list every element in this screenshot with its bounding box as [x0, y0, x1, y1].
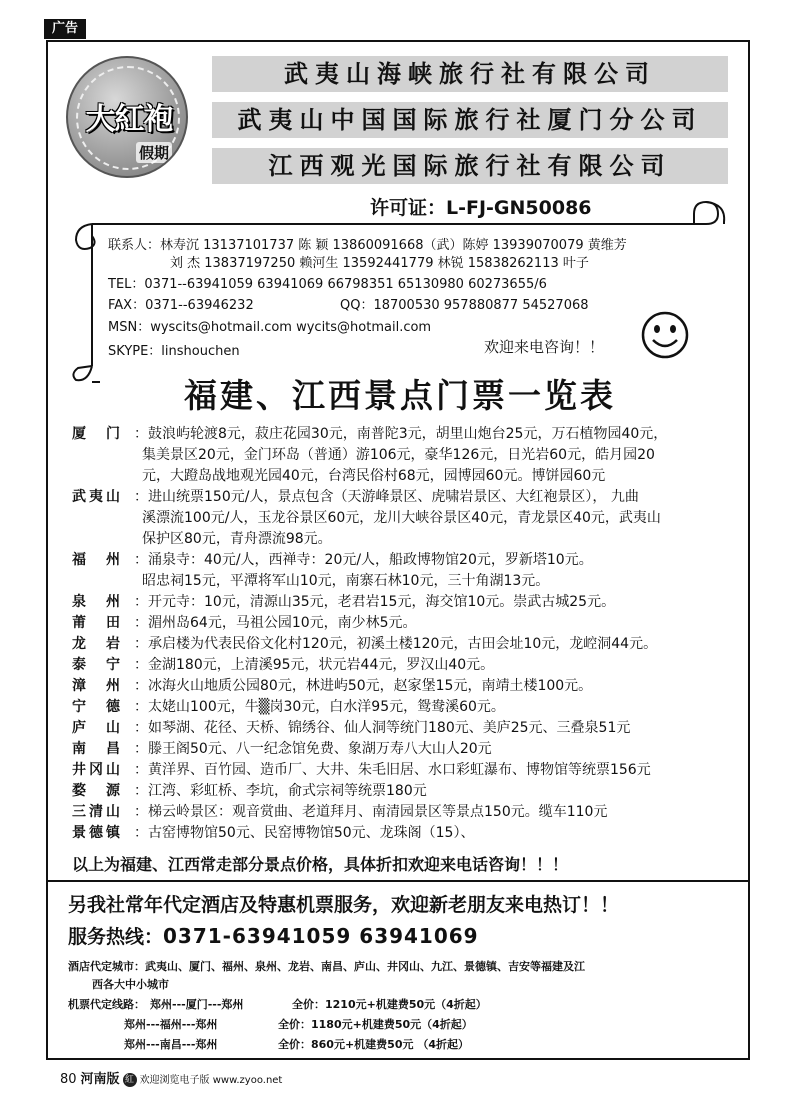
attraction-city — [72, 802, 134, 823]
attraction-city — [72, 424, 134, 487]
attraction-city — [72, 655, 134, 676]
attraction-city-label: 庐山 — [72, 720, 120, 736]
attraction-city-label: 莆田 — [72, 615, 120, 631]
attraction-price-line: 溪漂流100元/人，玉龙谷景区60元，龙川大峡谷景区40元，青龙景区40元，武夷山 — [142, 510, 661, 526]
contact-line-2: 刘 杰 13837197250 赖河生 13592441779 林锐 15838262113 叶子 — [170, 256, 589, 271]
attraction-prices — [134, 634, 742, 655]
attraction-price-line: ：滕王阁50元、八一纪念馆免费、象湖万寿八大山人20元 — [134, 741, 492, 757]
attraction-city — [72, 487, 134, 550]
attraction-city-label: 福州 — [72, 552, 120, 568]
site-link[interactable]: 欢迎浏览电子版 www.zyoo.net — [139, 1075, 283, 1086]
hotel-cities-line-2: 西各大中小城市 — [92, 978, 169, 991]
logo-subtitle: 假期 — [136, 142, 172, 163]
ticket-route-3: 郑州---南昌---郑州 — [124, 1038, 218, 1051]
attraction-entry — [72, 823, 742, 844]
attraction-entry — [72, 781, 742, 802]
attraction-prices — [134, 781, 742, 802]
edition-label: 河南版 — [80, 1072, 120, 1087]
hotline-number: 0371-63941059 63941069 — [163, 924, 479, 948]
ticket-route-1: 郑州---厦门---郑州 — [150, 998, 244, 1011]
license-number: 许可证：L-FJ-GN50086 — [370, 197, 592, 219]
attraction-city-label: 井冈山 — [72, 762, 120, 778]
attraction-city — [72, 739, 134, 760]
attraction-city — [72, 760, 134, 781]
attraction-prices — [134, 823, 742, 844]
attraction-price-line: ：江湾、彩虹桥、李坑，俞式宗祠等统票180元 — [134, 783, 427, 799]
attraction-entry — [72, 718, 742, 739]
attraction-price-line: 昭忠祠15元，平潭将军山10元，南寨石林10元，三十角湖13元。 — [142, 573, 550, 589]
brand-logo — [66, 56, 188, 178]
attraction-city-label: 景德镇 — [72, 825, 120, 841]
company-name-1: 武夷山海峡旅行社有限公司 — [212, 56, 728, 92]
service-hotline — [68, 922, 479, 949]
contact-line-1: 联系人：林寿沉 13137101737 陈 颖 13860091668（武）陈婷 13939070079 黄维芳 — [108, 238, 627, 253]
hotel-cities — [68, 958, 738, 994]
attraction-price-line: ：承启楼为代表民俗文化村120元，初溪土楼120元，古田会址10元，龙崆洞44元。 — [134, 636, 658, 652]
contact-qq: QQ：18700530 957880877 54527068 — [340, 298, 589, 313]
attraction-entry — [72, 739, 742, 760]
attraction-price-line: ：湄州岛64元，马祖公园10元，南少林5元。 — [134, 615, 417, 631]
attraction-entry — [72, 655, 742, 676]
edition-badge-icon: 紅 — [123, 1073, 137, 1087]
section-divider — [46, 880, 750, 882]
smiley-icon — [640, 310, 690, 360]
ticket-route-2: 郑州---福州---郑州 — [124, 1018, 218, 1031]
attraction-city — [72, 634, 134, 655]
attraction-prices — [134, 487, 742, 550]
attraction-price-line: 集美景区20元，金门环岛（普通）游106元，豪华126元，日光岩60元，皓月园20 — [142, 447, 655, 463]
attraction-prices — [134, 613, 742, 634]
page-title: 福建、江西景点门票一览表 — [184, 376, 616, 415]
attraction-entry — [72, 487, 742, 550]
contact-tel: TEL：0371--63941059 63941069 66798351 65130980 60273655/6 — [108, 277, 547, 292]
attraction-price-line: ：开元寺：10元，清源山35元，老君岩15元，海交馆10元。崇武古城25元。 — [134, 594, 616, 610]
page-footer — [60, 1068, 282, 1087]
attraction-price-line: ：古窑博物馆50元、民窑博物馆50元、龙珠阁（15）、 — [134, 825, 475, 841]
attraction-entry — [72, 592, 742, 613]
attraction-city — [72, 550, 134, 592]
attraction-prices — [134, 550, 742, 592]
contact-msn: MSN：wyscits@hotmail.com wycits@hotmail.com — [108, 320, 432, 335]
attraction-city-label: 武夷山 — [72, 489, 120, 505]
attraction-entry — [72, 550, 742, 592]
attraction-city — [72, 592, 134, 613]
attraction-price-line: ：冰海火山地质公园80元，林进屿50元，赵家堡15元，南靖土楼100元。 — [134, 678, 593, 694]
attraction-entry — [72, 760, 742, 781]
attraction-price-line: ：进山统票150元/人，景点包含（天游峰景区、虎啸岩景区、大红袍景区）， 九曲 — [134, 489, 639, 505]
attraction-city-label: 龙岩 — [72, 636, 120, 652]
attraction-price-line: ：太姥山100元，牛▒岗30元，白水洋95元，鸳鸯溪60元。 — [134, 699, 505, 715]
attraction-prices — [134, 655, 742, 676]
attraction-entry — [72, 676, 742, 697]
page-number: 80 — [60, 1072, 77, 1087]
attraction-city-label: 婺源 — [72, 783, 120, 799]
attraction-prices — [134, 802, 742, 823]
attraction-city — [72, 781, 134, 802]
hotel-cities-line-1: 酒店代定城市：武夷山、厦门、福州、泉州、龙岩、南昌、庐山、井冈山、九江、景德镇、吉安等福建及江 — [68, 960, 585, 973]
attraction-prices — [134, 424, 742, 487]
attraction-list — [72, 424, 742, 844]
attraction-entry — [72, 634, 742, 655]
attraction-price-line: ：金湖180元，上清溪95元，状元岩44元，罗汉山40元。 — [134, 657, 495, 673]
attraction-city-label: 三清山 — [72, 804, 120, 820]
ticket-price-2: 全价：1180元+机建费50元（4折起） — [278, 1018, 473, 1031]
company-name-3: 江西观光国际旅行社有限公司 — [212, 148, 728, 184]
attraction-prices — [134, 739, 742, 760]
ad-tag: 广告 — [44, 19, 86, 39]
ticket-price-1: 全价：1210元+机建费50元（4折起） — [292, 998, 487, 1011]
welcome-text: 欢迎来电咨询！！ — [484, 338, 605, 356]
service-promo: 另我社常年代定酒店及特惠机票服务，欢迎新老朋友来电热订！！ — [68, 894, 620, 916]
logo-name: 大紅袍 — [85, 102, 173, 137]
attraction-entry — [72, 802, 742, 823]
attraction-price-line: ：黄洋界、百竹园、造币厂、大井、朱毛旧居、水口彩虹瀑布、博物馆等统票156元 — [134, 762, 651, 778]
attraction-city — [72, 823, 134, 844]
attraction-price-line: ：如琴湖、花径、天桥、锦绣谷、仙人洞等统门180元、美庐25元、三叠泉51元 — [134, 720, 631, 736]
attraction-city-label: 漳州 — [72, 678, 120, 694]
attraction-city — [72, 676, 134, 697]
ticket-price-3: 全价：860元+机建费50元 （4折起） — [278, 1038, 469, 1051]
attraction-entry — [72, 613, 742, 634]
attraction-city — [72, 613, 134, 634]
attraction-city-label: 南昌 — [72, 741, 120, 757]
attraction-city — [72, 718, 134, 739]
attraction-city-label: 泰宁 — [72, 657, 120, 673]
attraction-prices — [134, 697, 742, 718]
attraction-prices — [134, 676, 742, 697]
attraction-prices — [134, 592, 742, 613]
attraction-city-label: 厦门 — [72, 426, 120, 442]
attraction-price-line: 元，大蹬岛战地观光园40元，台湾民俗村68元，园博园60元。博饼园60元 — [142, 468, 606, 484]
price-note: 以上为福建、江西常走部分景点价格，具体折扣欢迎来电话咨询！！！ — [72, 855, 569, 874]
attraction-price-line: ：梯云岭景区：观音赏曲、老道拜月、南清园景区等景点150元。缆车110元 — [134, 804, 608, 820]
hotline-label: 服务热线： — [68, 926, 164, 948]
attraction-city-label: 泉州 — [72, 594, 120, 610]
attraction-prices — [134, 760, 742, 781]
company-name-2: 武夷山中国国际旅行社厦门分公司 — [212, 102, 728, 138]
contact-skype: SKYPE：linshouchen — [108, 344, 240, 359]
attraction-entry — [72, 424, 742, 487]
attraction-city-label: 宁德 — [72, 699, 120, 715]
attraction-price-line: ：鼓浪屿轮渡8元，菽庄花园30元，南普陀3元，胡里山炮台25元，万石植物园40元， — [134, 426, 668, 442]
attraction-price-line: 保护区80元，青舟漂流98元。 — [142, 531, 332, 547]
attraction-prices — [134, 718, 742, 739]
ticket-label: 机票代定线路： — [68, 998, 145, 1011]
attraction-city — [72, 697, 134, 718]
attraction-entry — [72, 697, 742, 718]
attraction-price-line: ：涌泉寺：40元/人，西禅寺：20元/人，船政博物馆20元，罗新塔10元。 — [134, 552, 593, 568]
contact-fax: FAX：0371--63946232 — [108, 298, 254, 313]
